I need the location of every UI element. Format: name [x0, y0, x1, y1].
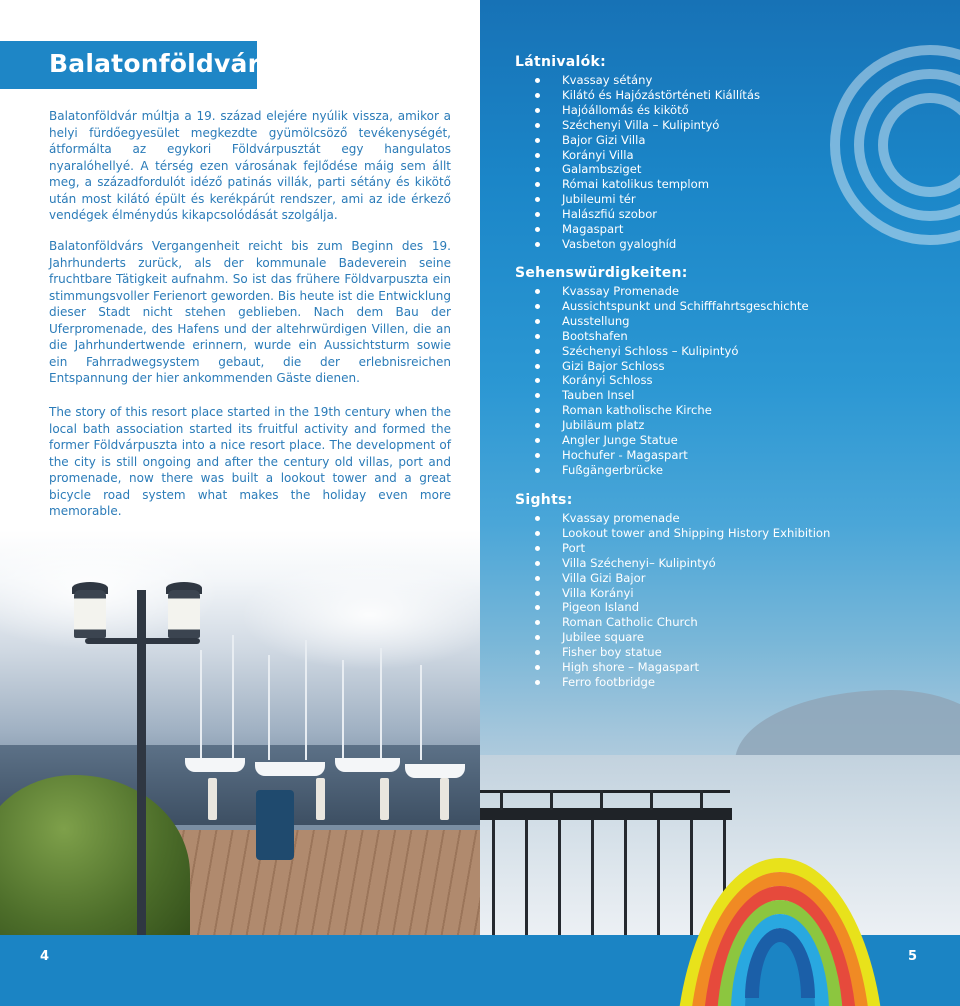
list-item: Ausstellung [515, 314, 945, 329]
page-number-left: 4 [40, 949, 50, 964]
sights-section-hungarian [515, 54, 945, 252]
list-item: Széchenyi Schloss – Kulipintyó [515, 344, 945, 359]
list-item: Kvassay Promenade [515, 284, 945, 299]
list-item: Aussichtspunkt und Schifffahrtsgeschichte [515, 299, 945, 314]
pier-leg [591, 820, 594, 935]
list-item: Jubilee square [515, 630, 945, 645]
pier-deck [480, 808, 732, 820]
pier-leg [624, 820, 627, 935]
boat-mast [232, 635, 234, 760]
list-item: Lookout tower and Shipping History Exhibition [515, 526, 945, 541]
bollard [208, 778, 217, 820]
lamp-post [137, 590, 146, 935]
pier-leg [657, 820, 660, 935]
boat-mast [342, 660, 344, 760]
list-item: Korányi Schloss [515, 373, 945, 388]
list-item: Vasbeton gyaloghíd [515, 237, 945, 252]
pier-leg [492, 820, 495, 935]
list-item: Széchenyi Villa – Kulipintyó [515, 118, 945, 133]
paragraph-english: The story of this resort place started in the 19th century when the local bath association started its fruitful activity and formed the former Földvárpuszta into a nice resort place. The development of the city is still ongoing and after the century old villas, port and promenade, now there was built a lookout tower and a great bicycle road system what makes the holiday even more memorable. [49, 405, 451, 518]
list-item: Hajóállomás és kikötő [515, 103, 945, 118]
list-item: Jubiläum platz [515, 418, 945, 433]
list-item: Kilátó és Hajózástörténeti Kiállítás [515, 88, 945, 103]
boat-mast [268, 655, 270, 760]
boat-hull [185, 758, 245, 772]
left-footer-band [0, 935, 480, 1006]
list-item: Villa Széchenyi– Kulipintyó [515, 556, 945, 571]
page-title: Balatonföldvár [49, 49, 261, 78]
section-heading: Sights: [515, 492, 573, 508]
boat-mast [200, 650, 202, 760]
sights-list [515, 284, 945, 478]
section-heading: Látnivalók: [515, 54, 607, 70]
list-item: Bootshafen [515, 329, 945, 344]
bollard [316, 778, 325, 820]
list-item: Magaspart [515, 222, 945, 237]
list-item: Angler Junge Statue [515, 433, 945, 448]
boat-hull [335, 758, 400, 772]
page-number-right: 5 [908, 949, 918, 964]
right-page [480, 0, 960, 1006]
title-banner [0, 41, 261, 89]
sights-section-german [515, 265, 945, 478]
list-item: Kvassay promenade [515, 511, 945, 526]
boat-hull [405, 764, 465, 778]
bollard [440, 778, 449, 820]
sights-list [515, 511, 945, 690]
list-item: Roman Catholic Church [515, 615, 945, 630]
boat-hull [255, 762, 325, 776]
lamp-lantern [74, 590, 106, 638]
list-item: Galambsziget [515, 162, 945, 177]
waste-bin [256, 790, 294, 860]
list-item: Jubileumi tér [515, 192, 945, 207]
list-item: Pigeon Island [515, 600, 945, 615]
section-heading: Sehenswürdigkeiten: [515, 265, 688, 281]
pier-post [500, 790, 503, 810]
list-item: Kvassay sétány [515, 73, 945, 88]
pier-railing [480, 790, 730, 793]
list-item: Tauben Insel [515, 388, 945, 403]
paragraph-german: Balatonföldvárs Vergangenheit reicht bis zum Beginn des 19. Jahrhunderts zurück, als der kommunale Badeverein seine fruchtbare Tätigkeit aufnahm. So ist das frühere Földvarpuszta ein stimmungsvoller Ferienort geworden. Bis heute ist die Entwicklung dieser Stadt nicht stehen geblieben. Nach dem Bau der Uferpromenade, des Hafens und der altehrwürdigen Villen, die an die Jahrhundertwende erinnern, wurde ein Aussichtsturm sowie ein Fahrradwegsystem gebaut, die der erlebnisreichen Entspannung der hier ankommenden Gäste dienen. [49, 239, 451, 385]
list-item: Port [515, 541, 945, 556]
list-item: High shore – Magaspart [515, 660, 945, 675]
lamp-lantern [168, 590, 200, 638]
list-item: Fisher boy statue [515, 645, 945, 660]
pier-post [700, 790, 703, 810]
list-item: Hochufer - Magaspart [515, 448, 945, 463]
pier-leg [558, 820, 561, 935]
boat-mast [420, 665, 422, 760]
pier-post [550, 790, 553, 810]
list-item: Roman katholische Kirche [515, 403, 945, 418]
list-item: Halászfiú szobor [515, 207, 945, 222]
pier-leg [525, 820, 528, 935]
pier-post [650, 790, 653, 810]
boat-mast [380, 648, 382, 760]
rainbow-logo-icon [675, 858, 885, 1006]
list-item: Korányi Villa [515, 148, 945, 163]
list-item: Gizi Bajor Schloss [515, 359, 945, 374]
list-item: Fußgängerbrücke [515, 463, 945, 478]
harbour-photo [0, 530, 480, 935]
sights-section-english [515, 492, 945, 690]
boat-mast [305, 640, 307, 760]
list-item: Római katolikus templom [515, 177, 945, 192]
list-item: Villa Gizi Bajor [515, 571, 945, 586]
paragraph-hungarian: Balatonföldvár múltja a 19. század elejére nyúlik vissza, amikor a helyi fürdőegyesület megkezdte gyümölcsöző tevékenységét, átformálta az egykori Földvárpusztát egy hangulatos nyaralóhellyé. A térség ezen városának fejlődése máig sem állt meg, a századfordulót idéző patinás villák, parti sétány és kikötő után most kilátó épült és kerékpárút rendszer, ami az ide érkező vendégek élménydús kikapcsolódását szolgálja. [49, 109, 451, 222]
bollard [380, 778, 389, 820]
list-item: Ferro footbridge [515, 675, 945, 690]
pier-post [600, 790, 603, 810]
list-item: Villa Korányi [515, 586, 945, 601]
list-item: Bajor Gizi Villa [515, 133, 945, 148]
sights-list [515, 73, 945, 252]
